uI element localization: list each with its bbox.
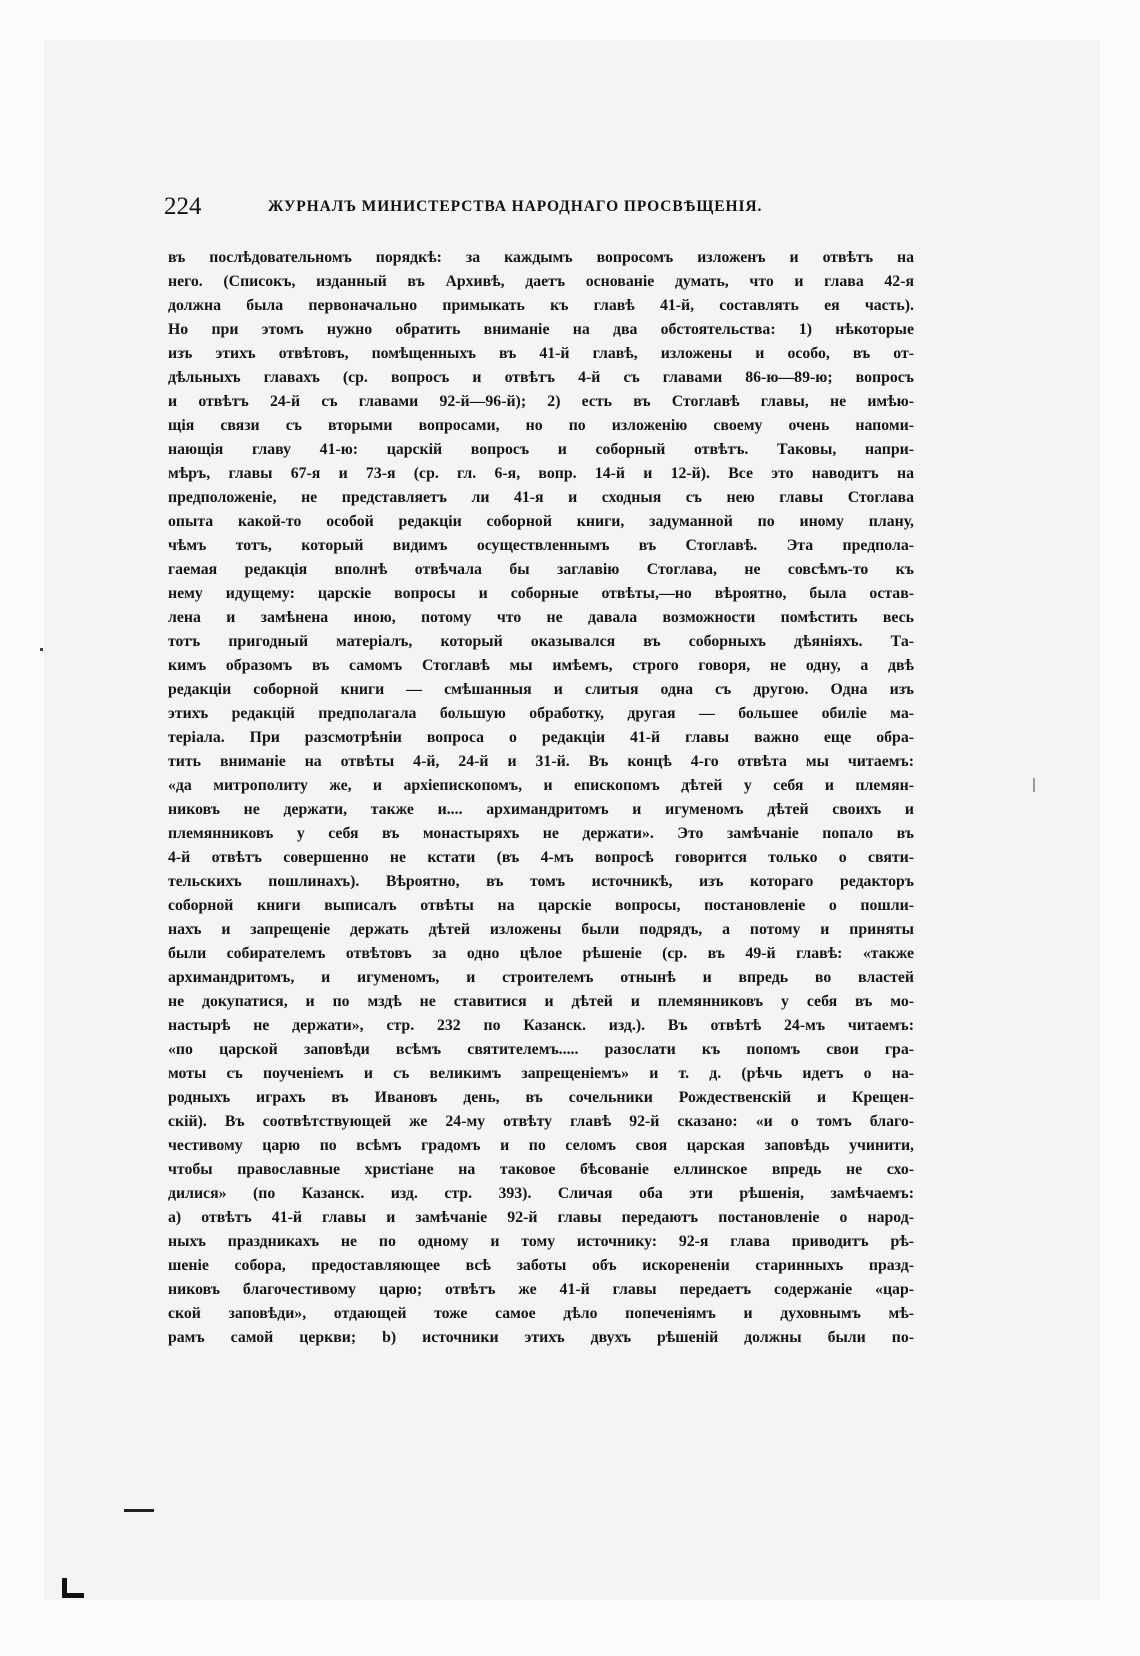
text-line: должна была первоначально примыкать къ главѣ 41-й, составлять ея часть). bbox=[168, 297, 914, 314]
text-line: этихъ редакцій предполагала большую обработку, другая — большее обиліе ма- bbox=[168, 705, 914, 722]
text-line: соборной книги выписалъ отвѣты на царскіе вопросы, постановленіе о пошли- bbox=[168, 897, 914, 914]
text-line: кимъ образомъ въ самомъ Стоглавѣ мы имѣемъ, строго говоря, не одну, а двѣ bbox=[168, 657, 914, 674]
text-line: тотъ пригодный матеріалъ, который оказывался въ соборныхъ дѣяніяхъ. Та- bbox=[168, 633, 914, 650]
text-line: племянниковъ у себя въ монастыряхъ не держати». Это замѣчаніе попало въ bbox=[168, 825, 914, 842]
text-line: родныхъ играхъ въ Ивановъ день, въ сочельники Рождественскій и Крещен- bbox=[168, 1089, 914, 1106]
text-line: «да митрополиту же, и архіепископомъ, и епископомъ дѣтей у себя и племян- bbox=[168, 777, 914, 794]
text-line: нающія главу 41-ю: царскій вопросъ и соборный отвѣтъ. Таковы, напри- bbox=[168, 441, 914, 458]
text-line: «по царской заповѣди всѣмъ святителемъ..... разослати къ попомъ свои гра- bbox=[168, 1041, 914, 1058]
text-line: никовъ благочестивому царю; отвѣтъ же 41-й главы передаетъ содержаніе «цар- bbox=[168, 1281, 914, 1298]
text-line: настырѣ не держати», стр. 232 по Казанск. изд.). Въ отвѣтѣ 24-мъ читаемъ: bbox=[168, 1017, 914, 1034]
text-line: мѣръ, главы 67-я и 73-я (ср. гл. 6-я, вопр. 14-й и 12-й). Все это наводитъ на bbox=[168, 465, 914, 482]
text-line: теріала. При разсмотрѣніи вопроса о редакціи 41-й главы важно еще обра- bbox=[168, 729, 914, 746]
text-line: въ послѣдовательномъ порядкѣ: за каждымъ вопросомъ изложенъ и отвѣтъ на bbox=[168, 249, 914, 266]
text-line: редакціи соборной книги — смѣшанныя и слитыя одна съ другою. Одна изъ bbox=[168, 681, 914, 698]
text-line: щія связи съ вторыми вопросами, но по изложенію своему очень напоми- bbox=[168, 417, 914, 434]
text-line: чтобы православные христіане на таковое бѣсованіе еллинское впредь не схо- bbox=[168, 1161, 914, 1178]
text-line: Но при этомъ нужно обратить вниманіе на два обстоятельства: 1) нѣкоторые bbox=[168, 321, 914, 338]
text-line: чѣмъ тотъ, который видимъ осуществленнымъ въ Стоглавѣ. Эта предпола- bbox=[168, 537, 914, 554]
text-line: опыта какой-то особой редакціи соборной книги, задуманной по иному плану, bbox=[168, 513, 914, 530]
running-head bbox=[164, 190, 924, 224]
text-line: рамъ самой церкви; b) источники этихъ двухъ рѣшеній должны были по- bbox=[168, 1329, 914, 1346]
text-line: тельскихъ пошлинахъ). Вѣроятно, въ томъ источникѣ, изъ котораго редакторъ bbox=[168, 873, 914, 890]
text-line: нахъ и запрещеніе держать дѣтей изложены были подрядъ, а потому и приняты bbox=[168, 921, 914, 938]
text-line: скій). Въ соотвѣтствующей же 24-му отвѣту главѣ 92-й сказано: «и о томъ благо- bbox=[168, 1113, 914, 1130]
text-line: изъ этихъ отвѣтовъ, помѣщенныхъ въ 41-й главѣ, изложены и особо, въ от- bbox=[168, 345, 914, 362]
text-line: предположеніе, не представляетъ ли 41-я и сходныя съ нею главы Стоглава bbox=[168, 489, 914, 506]
journal-title: ЖУРНАЛЪ МИНИСТЕРСТВА НАРОДНАГО ПРОСВѢЩЕНІЯ. bbox=[268, 198, 763, 215]
text-line: ныхъ праздникахъ не по одному и тому источнику: 92-я глава приводитъ рѣ- bbox=[168, 1233, 914, 1250]
margin-dash-mark bbox=[124, 1509, 154, 1512]
edge-speck bbox=[40, 648, 43, 651]
text-line: были собирателемъ отвѣтовъ за одно цѣлое рѣшеніе (ср. въ 49-й главѣ: «также bbox=[168, 945, 914, 962]
body-text bbox=[168, 246, 914, 1412]
text-line: и отвѣтъ 24-й съ главами 92-й—96-й); 2) есть въ Стоглавѣ главы, не имѣю- bbox=[168, 393, 914, 410]
page-number: 224 bbox=[164, 193, 202, 220]
text-line: никовъ не держати, также и.... архимандритомъ и игуменомъ дѣтей своихъ и bbox=[168, 801, 914, 818]
text-line: a) отвѣтъ 41-й главы и замѣчаніе 92-й главы передаютъ постановленіе о народ- bbox=[168, 1209, 914, 1226]
text-line: честивому царю по всѣмъ градомъ и по селомъ своя царская заповѣдь учинити, bbox=[168, 1137, 914, 1154]
text-line: дѣльныхъ главахъ (ср. вопросъ и отвѣтъ 4-й съ главами 86-ю—89-ю; вопросъ bbox=[168, 369, 914, 386]
text-line: моты съ поученіемъ и съ великимъ запрещеніемъ» и т. д. (рѣчь идетъ о на- bbox=[168, 1065, 914, 1082]
text-line: тить вниманіе на отвѣты 4-й, 24-й и 31-й. Въ концѣ 4-го отвѣта мы читаемъ: bbox=[168, 753, 914, 770]
text-line: ской заповѣди», отдающей тоже самое дѣло попеченіямъ и духовнымъ мѣ- bbox=[168, 1305, 914, 1322]
text-line: лена и замѣнена иною, потому что не давала возможности помѣстить весь bbox=[168, 609, 914, 626]
text-line: архимандритомъ, и игуменомъ, и строителемъ отнынѣ и впредь во властей bbox=[168, 969, 914, 986]
corner-mark bbox=[62, 1578, 84, 1598]
text-line: него. (Списокъ, изданный въ Архивѣ, даетъ основаніе думать, что и глава 42-я bbox=[168, 273, 914, 290]
edge-speck bbox=[1033, 778, 1035, 792]
text-line: шеніе собора, предоставляющее всѣ заботы объ искорененіи старинныхъ празд- bbox=[168, 1257, 914, 1274]
text-line: гаемая редакція вполнѣ отвѣчала бы заглавію Стоглава, не совсѣмъ-то къ bbox=[168, 561, 914, 578]
text-line: нему идущему: царскіе вопросы и соборные отвѣты,—но вѣроятно, была остав- bbox=[168, 585, 914, 602]
text-line: не докупатися, и по мздѣ не ставитися и дѣтей и племянниковъ у себя въ мо- bbox=[168, 993, 914, 1010]
text-line: дилися» (по Казанск. изд. стр. 393). Сличая оба эти рѣшенія, замѣчаемъ: bbox=[168, 1185, 914, 1202]
text-line: 4-й отвѣтъ совершенно не кстати (въ 4-мъ вопросѣ говорится только о святи- bbox=[168, 849, 914, 866]
